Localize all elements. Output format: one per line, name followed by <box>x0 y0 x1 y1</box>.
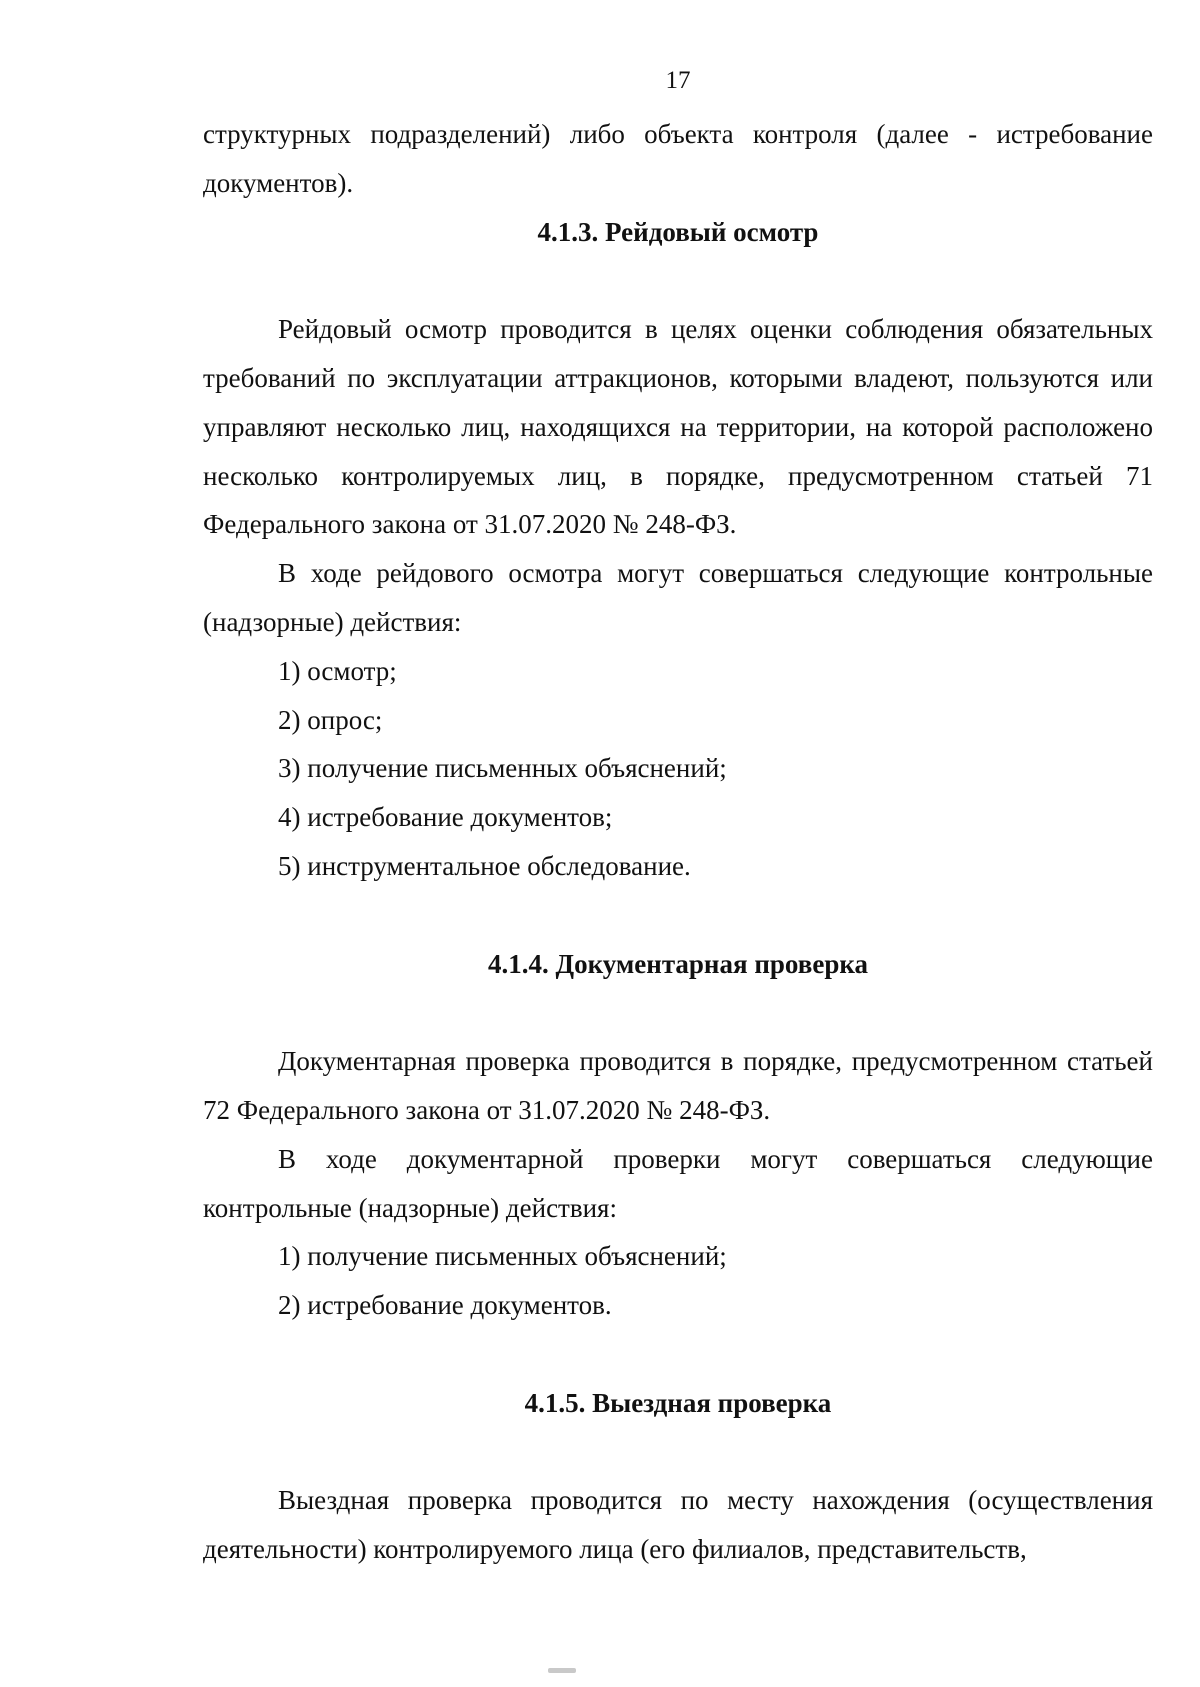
paragraph-raid-actions: В ходе рейдового осмотра могут совершаться следующие контрольные (надзорные) действия: <box>203 558 1153 637</box>
scan-artifact-mark <box>548 1668 576 1673</box>
list-item: 2) истребование документов. <box>278 1290 612 1321</box>
paragraph-documentary-actions: В ходе документарной проверки могут совершаться следующие контрольные (надзорные) действия: <box>203 1143 1153 1223</box>
list-item: 3) получение письменных объяснений; <box>278 753 727 784</box>
spacer <box>203 891 1153 940</box>
section-heading-4-1-3: 4.1.3. Рейдовый осмотр <box>537 216 819 247</box>
page-number: 17 <box>665 67 691 94</box>
section-heading-4-1-5: 4.1.5. Выездная проверка <box>524 1387 832 1418</box>
list-item: 1) осмотр; <box>278 655 397 686</box>
list-item: 2) опрос; <box>278 704 383 735</box>
section-heading-4-1-4: 4.1.4. Документарная проверка <box>488 948 868 979</box>
paragraph-raid-inspection: Рейдовый осмотр проводится в целях оценки соблюдения обязательных требований по эксплуатации аттракционов, которыми владеют, пользуются или управляют несколько лиц, находящихся на территории, на которой расположено несколько контролируемых лиц, в порядке, предусмотренном статьей 71 Федерального закона от 31.07.2020 № 248-ФЗ. <box>203 314 1153 540</box>
list-item: 5) инструментальное обследование. <box>278 850 691 881</box>
spacer <box>203 1330 1153 1379</box>
spacer <box>203 1428 1153 1477</box>
paragraph-continuation: структурных подразделений) либо объекта контроля (далее - истребование документов). <box>203 119 1153 198</box>
list-item: 4) истребование документов; <box>278 802 613 833</box>
paragraph-documentary-check: Документарная проверка проводится в порядке, предусмотренном статьей 72 Федерального закона от 31.07.2020 № 248-ФЗ. <box>203 1046 1153 1125</box>
spacer <box>203 988 1153 1037</box>
paragraph-onsite-check: Выездная проверка проводится по месту нахождения (осуществления деятельности) контролируемого лица (его филиалов, представительств, <box>203 1485 1153 1565</box>
list-item: 1) получение письменных объяснений; <box>278 1241 727 1272</box>
document-body <box>203 110 1153 1574</box>
spacer <box>203 256 1153 305</box>
